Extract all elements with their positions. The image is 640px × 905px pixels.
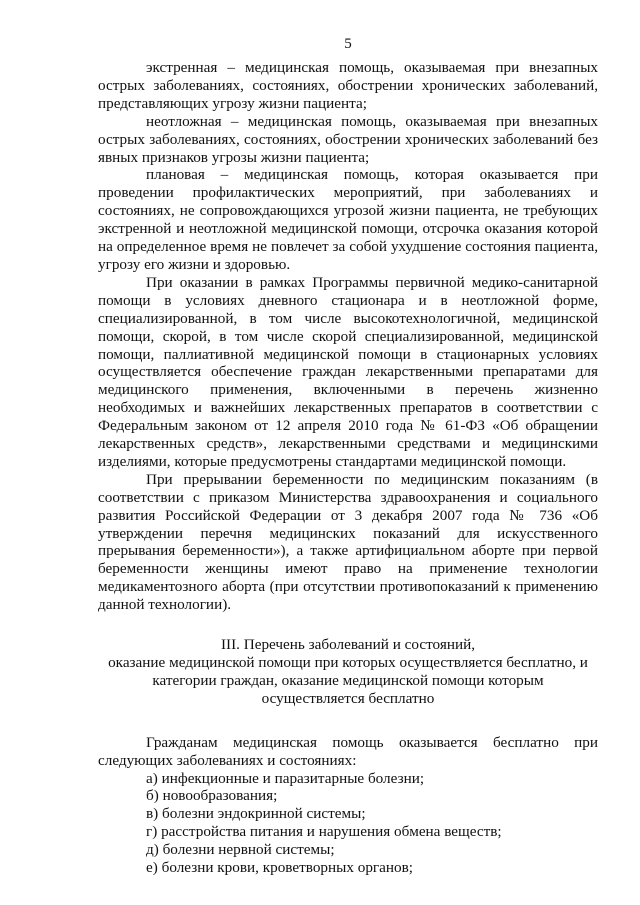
paragraph-emergency: экстренная – медицинская помощь, оказываемая при внезапных острых заболеваниях, состояниях, обострении хронических заболеваний, представляющих угрозу жизни пациента;	[98, 59, 598, 112]
list-item: г) расстройства питания и нарушения обмена веществ;	[146, 823, 502, 841]
disease-list	[98, 770, 598, 877]
list-item: б) новообразования;	[146, 787, 278, 805]
page-number: 5	[344, 36, 352, 52]
section-title	[98, 636, 598, 708]
paragraph-intro: Гражданам медицинская помощь оказывается бесплатно при следующих заболеваниях и состояниях:	[98, 733, 598, 769]
paragraph-planned: плановая – медицинская помощь, которая оказывается при проведении профилактических мероприятий, при заболеваниях и состояниях, не сопровождающихся угрозой жизни пациента, не требующих экстренной и неотложной медицинской помощи, отсрочка оказания которой на определенное время не повлечет за собой ухудшение состояния пациента, угрозу его жизни и здоровью.	[98, 166, 598, 273]
section-title-line-3: категории граждан, оказание медицинской помощи которым	[152, 671, 544, 689]
section-title-line-2: оказание медицинской помощи при которых осуществляется бесплатно, и	[108, 654, 588, 671]
section-title-line-4: осуществляется бесплатно	[261, 689, 435, 707]
paragraph-urgent: неотложная – медицинская помощь, оказываемая при внезапных острых заболеваниях, состояниях, обострении хронических заболеваний без явных признаков угрозы жизни пациента;	[98, 112, 598, 166]
list-item: в) болезни эндокринной системы;	[146, 805, 366, 823]
list-item: д) болезни нервной системы;	[146, 841, 335, 859]
section-title-line-1: III. Перечень заболеваний и состояний,	[220, 636, 476, 654]
list-item: а) инфекционные и паразитарные болезни;	[146, 769, 425, 787]
list-item: е) болезни крови, кроветворных органов;	[146, 859, 414, 877]
paragraph-pregnancy-termination: При прерывании беременности по медицинским показаниям (в соответствии с приказом Министерства здравоохранения и социального развития Российской Федерации от 3 декабря 2007 года № 736 «Об утверждении перечня медицинских показаний для искусственного прерывания беременности»), а также артифициальном аборте при первой беременности женщины имеют право на применение технологии медикаментозного аборта (при отсутствии противопоказаний к применению данной технологии).	[98, 470, 598, 614]
paragraph-drug-provision: При оказании в рамках Программы первичной медико-санитарной помощи в условиях дневного стационара и в неотложной форме, специализированной, в том числе высокотехнологичной, медицинской помощи, скорой, в том числе скорой специализированной, медицинской помощи, паллиативной медицинской помощи в стационарных условиях осуществляется обеспечение граждан лекарственными препаратами для медицинского применения, включенными в перечень жизненно необходимых и важнейших лекарственных препаратов в соответствии с Федеральным законом от 12 апреля 2010 года № 61-ФЗ «Об обращении лекарственных средств», лекарственными средствами и медицинскими изделиями, которые предусмотрены стандартами медицинской помощи.	[98, 273, 598, 470]
